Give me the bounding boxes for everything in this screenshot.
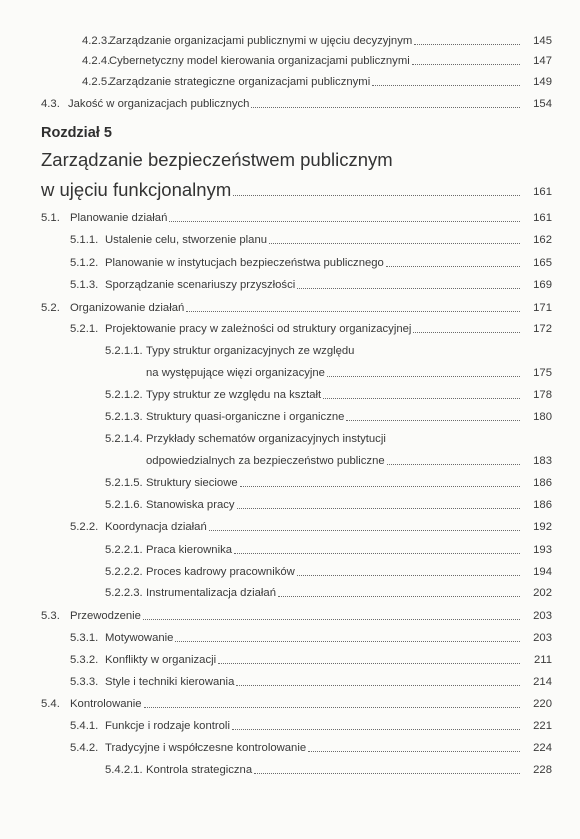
leader-dots [386, 266, 520, 267]
leader-dots [144, 707, 520, 708]
toc-entry-title: Stanowiska pracy [146, 499, 235, 511]
leader-dots [413, 332, 520, 333]
toc-entry-title: Jakość w organizacjach publicznych [68, 98, 250, 110]
toc-entry-4-2-3 [0, 32, 580, 50]
toc-entry-5-1-3 [0, 276, 580, 294]
toc-entry-5-2-1 [0, 320, 580, 338]
toc-entry-5-4 [0, 695, 580, 713]
leader-dots [237, 508, 520, 509]
toc-entry-number: 5.2.2.3. [105, 587, 143, 599]
toc-entry-page: 147 [533, 55, 552, 67]
chapter-title-row [0, 177, 580, 203]
toc-entry-5-2-1-6 [0, 496, 580, 514]
leader-dots [346, 420, 520, 421]
toc-entry-page: 165 [533, 257, 552, 269]
toc-entry-title: Kontrola strategiczna [146, 764, 253, 776]
toc-entry-number: 4.2.3. [82, 35, 111, 47]
leader-dots [218, 663, 520, 664]
toc-entry-title: Zarządzanie strategiczne organizacjami publicznymi [109, 76, 371, 88]
toc-entry-title: Planowanie działań [70, 212, 168, 224]
toc-entry-5-2-2-2 [0, 563, 580, 581]
toc-entry-title: Motywowanie [105, 632, 174, 644]
leader-dots [251, 107, 520, 108]
toc-entry-5-2-2 [0, 518, 580, 536]
toc-entry-page: 154 [533, 98, 552, 110]
toc-entry-title: Przewodzenie [70, 610, 141, 622]
leader-dots [169, 221, 520, 222]
toc-entry-number: 5.2.1.1. [105, 345, 143, 357]
toc-entry-title: Struktury sieciowe [146, 477, 238, 489]
toc-entry-5-2-1-1 [0, 342, 580, 360]
toc-entry-5-2-1-3 [0, 408, 580, 426]
toc-entry-page: 202 [533, 587, 552, 599]
toc-entry-page: 169 [533, 279, 552, 291]
toc-entry-page: 203 [533, 632, 552, 644]
toc-entry-5-2-1-4-cont [0, 452, 580, 470]
toc-entry-title: Organizowanie działań [70, 302, 185, 314]
toc-entry-number: 5.4.2. [70, 742, 99, 754]
chapter-title: Zarządzanie bezpieczeństwem publicznym [41, 149, 393, 170]
toc-entry-page: 186 [533, 477, 552, 489]
leader-dots [308, 751, 520, 752]
toc-entry-5-2-1-1-cont [0, 364, 580, 382]
toc-entry-4-3 [0, 95, 580, 113]
toc-entry-5-4-1 [0, 717, 580, 735]
toc-entry-5-3-3 [0, 673, 580, 691]
toc-entry-page: 221 [533, 720, 552, 732]
toc-entry-page: 171 [533, 302, 552, 314]
toc-entry-page: 178 [533, 389, 552, 401]
leader-dots [387, 464, 520, 465]
toc-entry-5-4-2 [0, 739, 580, 757]
toc-entry-number: 5.3. [41, 610, 60, 622]
leader-dots [278, 596, 520, 597]
toc-entry-number: 5.2.1.3. [105, 411, 143, 423]
toc-entry-number: 5.4.2.1. [105, 764, 143, 776]
toc-entry-number: 5.2.1.4. [105, 433, 143, 445]
toc-entry-5-1-1 [0, 231, 580, 249]
toc-entry-title: Typy struktur organizacyjnych ze względu [146, 345, 355, 357]
toc-entry-page: 211 [533, 654, 552, 666]
toc-entry-title: Konflikty w organizacji [105, 654, 217, 666]
toc-entry-page: 194 [533, 566, 552, 578]
toc-entry-title: Zarządzanie organizacjami publicznymi w ujęciu decyzyjnym [109, 35, 413, 47]
toc-entry-title: Struktury quasi-organiczne i organiczne [146, 411, 345, 423]
toc-entry-4-2-4 [0, 52, 580, 70]
toc-entry-title: Typy struktur ze względu na kształt [146, 389, 322, 401]
toc-entry-5-2-1-5 [0, 474, 580, 492]
toc-entry-5-2-1-2 [0, 386, 580, 404]
toc-entry-number: 5.2.2.2. [105, 566, 143, 578]
toc-entry-title: Kontrolowanie [70, 698, 142, 710]
toc-entry-number: 5.3.1. [70, 632, 99, 644]
chapter-page: 161 [533, 186, 552, 198]
toc-entry-title: Cybernetyczny model kierowania organizacjami publicznymi [109, 55, 410, 67]
toc-entry-number: 5.4.1. [70, 720, 99, 732]
toc-entry-title: Instrumentalizacja działań [146, 587, 276, 599]
toc-entry-page: 183 [533, 455, 552, 467]
toc-entry-number: 5.2.1. [70, 323, 99, 335]
toc-entry-number: 5.4. [41, 698, 60, 710]
toc-entry-title: Tradycyjne i współczesne kontrolowanie [105, 742, 307, 754]
toc-entry-page: 186 [533, 499, 552, 511]
toc-entry-title: Praca kierownika [146, 544, 233, 556]
toc-entry-page: 145 [533, 35, 552, 47]
toc-entry-title-continuation: odpowiedzialnych za bezpieczeństwo publiczne [146, 455, 385, 467]
toc-entry-number: 5.1.3. [70, 279, 99, 291]
toc-entry-number: 4.2.4. [82, 55, 111, 67]
toc-entry-page: 175 [533, 367, 552, 379]
toc-entry-4-2-5 [0, 73, 580, 91]
toc-entry-title-continuation: na występujące więzi organizacyjne [146, 367, 325, 379]
toc-entry-page: 149 [533, 76, 552, 88]
toc-entry-page: 214 [533, 676, 552, 688]
toc-entry-5-4-2-1 [0, 761, 580, 779]
leader-dots [232, 729, 520, 730]
leader-dots [233, 195, 520, 196]
leader-dots [323, 398, 520, 399]
toc-entry-title: Proces kadrowy pracowników [146, 566, 295, 578]
toc-entry-number: 5.2.2. [70, 521, 99, 533]
toc-entry-5-2-2-3 [0, 584, 580, 602]
toc-entry-5-1-2 [0, 254, 580, 272]
chapter-label: Rozdział 5 [41, 125, 112, 141]
toc-entry-title: Style i techniki kierowania [105, 676, 235, 688]
toc-entry-5-2-1-4 [0, 430, 580, 448]
toc-entry-number: 5.1.1. [70, 234, 99, 246]
leader-dots [143, 619, 520, 620]
leader-dots [297, 288, 520, 289]
toc-entry-page: 192 [533, 521, 552, 533]
toc-entry-5-2 [0, 299, 580, 317]
toc-entry-number: 5.2.1.5. [105, 477, 143, 489]
toc-entry-page: 161 [533, 212, 552, 224]
toc-entry-5-2-2-1 [0, 541, 580, 559]
leader-dots [412, 64, 520, 65]
toc-entry-number: 4.2.5. [82, 76, 111, 88]
toc-entry-number: 5.1.2. [70, 257, 99, 269]
toc-entry-page: 220 [533, 698, 552, 710]
leader-dots [254, 773, 520, 774]
toc-entry-title: Sporządzanie scenariuszy przyszłości [105, 279, 296, 291]
leader-dots [269, 243, 520, 244]
toc-entry-page: 193 [533, 544, 552, 556]
toc-entry-title: Projektowanie pracy w zależności od struktury organizacyjnej [105, 323, 412, 335]
toc-entry-page: 228 [533, 764, 552, 776]
leader-dots [209, 530, 520, 531]
toc-entry-5-3 [0, 607, 580, 625]
toc-entry-number: 4.3. [41, 98, 60, 110]
toc-entry-number: 5.2.1.2. [105, 389, 143, 401]
leader-dots [186, 311, 520, 312]
toc-entry-title: Koordynacja działań [105, 521, 207, 533]
chapter-title-continuation: w ujęciu funkcjonalnym [41, 179, 232, 200]
toc-entry-number: 5.3.2. [70, 654, 99, 666]
toc-entry-page: 172 [533, 323, 552, 335]
toc-entry-page: 162 [533, 234, 552, 246]
toc-entry-title: Ustalenie celu, stworzenie planu [105, 234, 268, 246]
toc-entry-5-1 [0, 209, 580, 227]
toc-entry-number: 5.3.3. [70, 676, 99, 688]
leader-dots [240, 486, 520, 487]
leader-dots [327, 376, 520, 377]
toc-entry-5-3-1 [0, 629, 580, 647]
toc-entry-page: 224 [533, 742, 552, 754]
leader-dots [175, 641, 520, 642]
leader-dots [297, 575, 520, 576]
toc-entry-page: 180 [533, 411, 552, 423]
toc-entry-number: 5.2.1.6. [105, 499, 143, 511]
leader-dots [234, 553, 520, 554]
toc-entry-number: 5.2.2.1. [105, 544, 143, 556]
leader-dots [414, 44, 520, 45]
toc-entry-number: 5.2. [41, 302, 60, 314]
toc-entry-title: Funkcje i rodzaje kontroli [105, 720, 230, 732]
toc-entry-5-3-2 [0, 651, 580, 669]
toc-entry-number: 5.1. [41, 212, 60, 224]
toc-entry-title: Planowanie w instytucjach bezpieczeństwa publicznego [105, 257, 384, 269]
leader-dots [236, 685, 520, 686]
toc-entry-title: Przykłady schematów organizacyjnych instytucji [146, 433, 386, 445]
leader-dots [372, 85, 520, 86]
toc-entry-page: 203 [533, 610, 552, 622]
